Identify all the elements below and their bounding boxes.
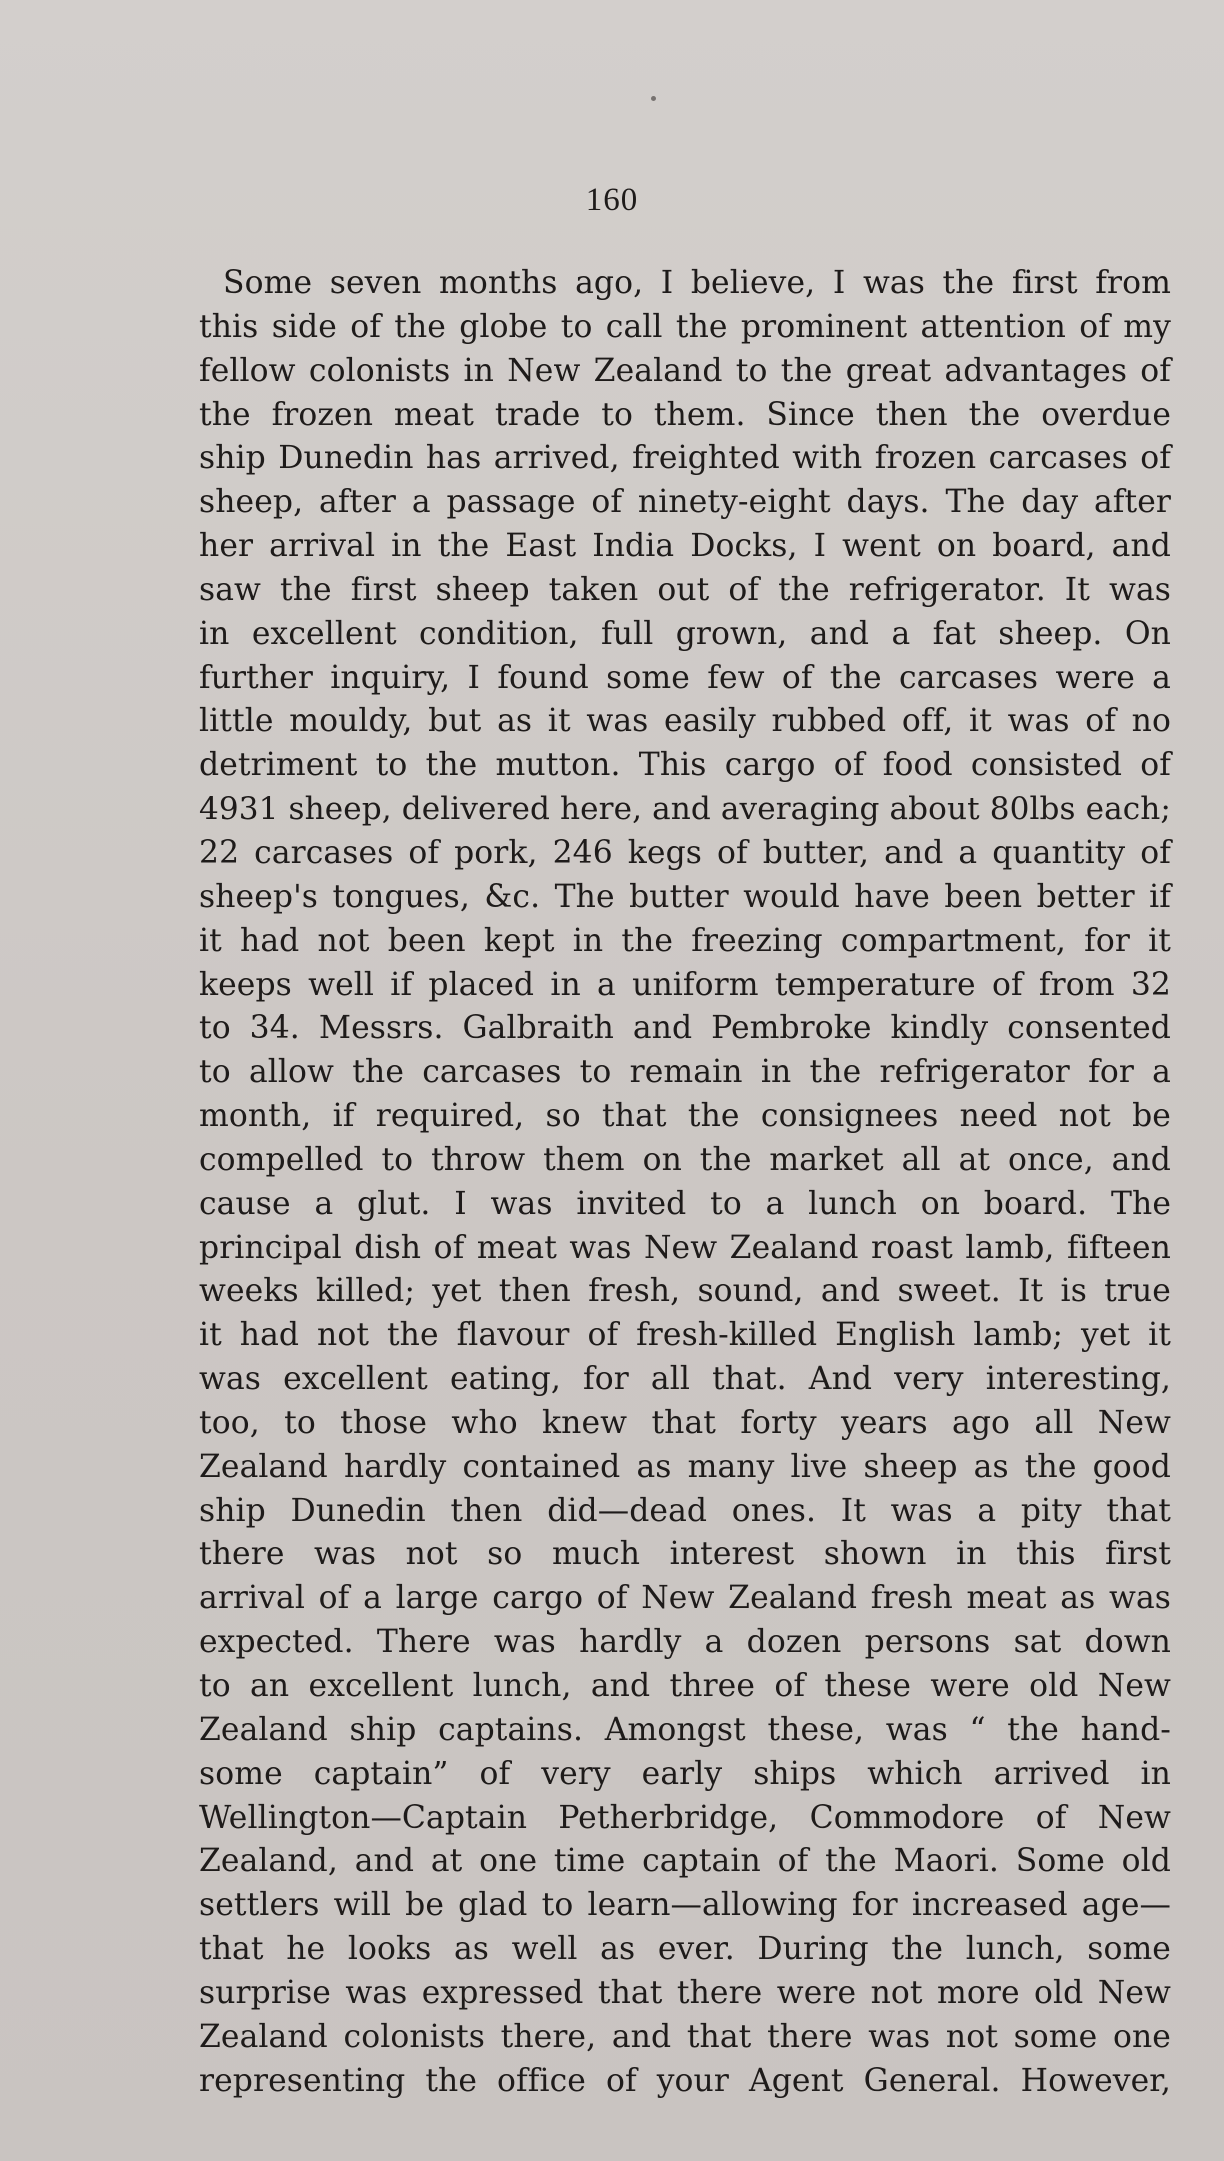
text-line: her arrival in the East India Docks, I went on board, and [199,528,1171,565]
text-line: to an excellent lunch, and three of these were old New [199,1668,1171,1704]
text-line: was excellent eating, for all that. And very interesting, [199,1361,1171,1398]
text-line: there was not so much interest shown in this first [199,1536,1171,1573]
text-line: it had not the flavour of fresh-killed English lamb; yet it [199,1317,1171,1354]
body-text [199,262,1171,2103]
text-line: in excellent condition, full grown, and a fat sheep. On [199,615,1171,652]
text-line: 4931 sheep, delivered here, and averaging about 80lbs each; [199,791,1171,828]
text-line: that he looks as well as ever. During the lunch, some [199,1931,1171,1968]
text-line: some captain” of very early ships which arrived in [199,1755,1171,1792]
text-line: too, to those who knew that forty years ago all New [199,1404,1171,1441]
text-line: keeps well if placed in a uniform temperature of from 32 [199,966,1171,1003]
text-line: sheep, after a passage of ninety-eight days. The day after [199,484,1171,521]
page-number: 160 [585,182,639,218]
text-line: surprise was expressed that there were not more old New [199,1974,1171,2011]
text-line: representing the office of your Agent General. However, [199,2062,1171,2099]
text-line: Zealand colonists there, and that there was not some one [199,2018,1171,2055]
text-line: Zealand, and at one time captain of the Maori. Some old [199,1843,1171,1880]
text-line: Some seven months ago, I believe, I was the first from [223,265,1171,301]
text-line: ship Dunedin has arrived, freighted with frozen carcases of [199,440,1171,477]
text-line: 22 carcases of pork, 246 kegs of butter, and a quantity of [199,834,1171,871]
text-line: this side of the globe to call the prominent attention of my [199,308,1171,345]
text-line: ship Dunedin then did—dead ones. It was a pity that [199,1492,1171,1529]
text-line: Zealand ship captains. Amongst these, was “ the hand- [199,1711,1171,1748]
text-line: to 34. Messrs. Galbraith and Pembroke kindly consented [199,1010,1171,1047]
text-line: to allow the carcases to remain in the refrigerator for a [199,1054,1171,1091]
text-line: the frozen meat trade to them. Since then the overdue [199,396,1171,433]
text-line: principal dish of meat was New Zealand roast lamb, fifteen [199,1229,1171,1266]
text-line: compelled to throw them on the market all at once, and [199,1141,1171,1178]
print-speck [651,96,656,101]
text-line: settlers will be glad to learn—allowing for increased age— [199,1887,1171,1924]
text-line: little mouldy, but as it was easily rubbed off, it was of no [199,703,1171,740]
text-line: further inquiry, I found some few of the carcases were a [199,659,1171,696]
text-line: sheep's tongues, &c. The butter would have been better if [199,878,1171,915]
text-line: saw the first sheep taken out of the refrigerator. It was [199,571,1171,608]
text-line: month, if required, so that the consignees need not be [199,1098,1171,1135]
text-line: Wellington—Captain Petherbridge, Commodore of New [199,1799,1171,1836]
text-line: expected. There was hardly a dozen persons sat down [199,1624,1171,1661]
text-line: Zealand hardly contained as many live sheep as the good [199,1448,1171,1485]
text-line: cause a glut. I was invited to a lunch on board. The [199,1185,1171,1222]
text-line: it had not been kept in the freezing compartment, for it [199,922,1171,959]
text-line: weeks killed; yet then fresh, sound, and sweet. It is true [199,1273,1171,1310]
text-line: fellow colonists in New Zealand to the great advantages of [199,352,1171,389]
text-line: arrival of a large cargo of New Zealand fresh meat as was [199,1580,1171,1617]
text-line: detriment to the mutton. This cargo of food consisted of [199,747,1171,784]
